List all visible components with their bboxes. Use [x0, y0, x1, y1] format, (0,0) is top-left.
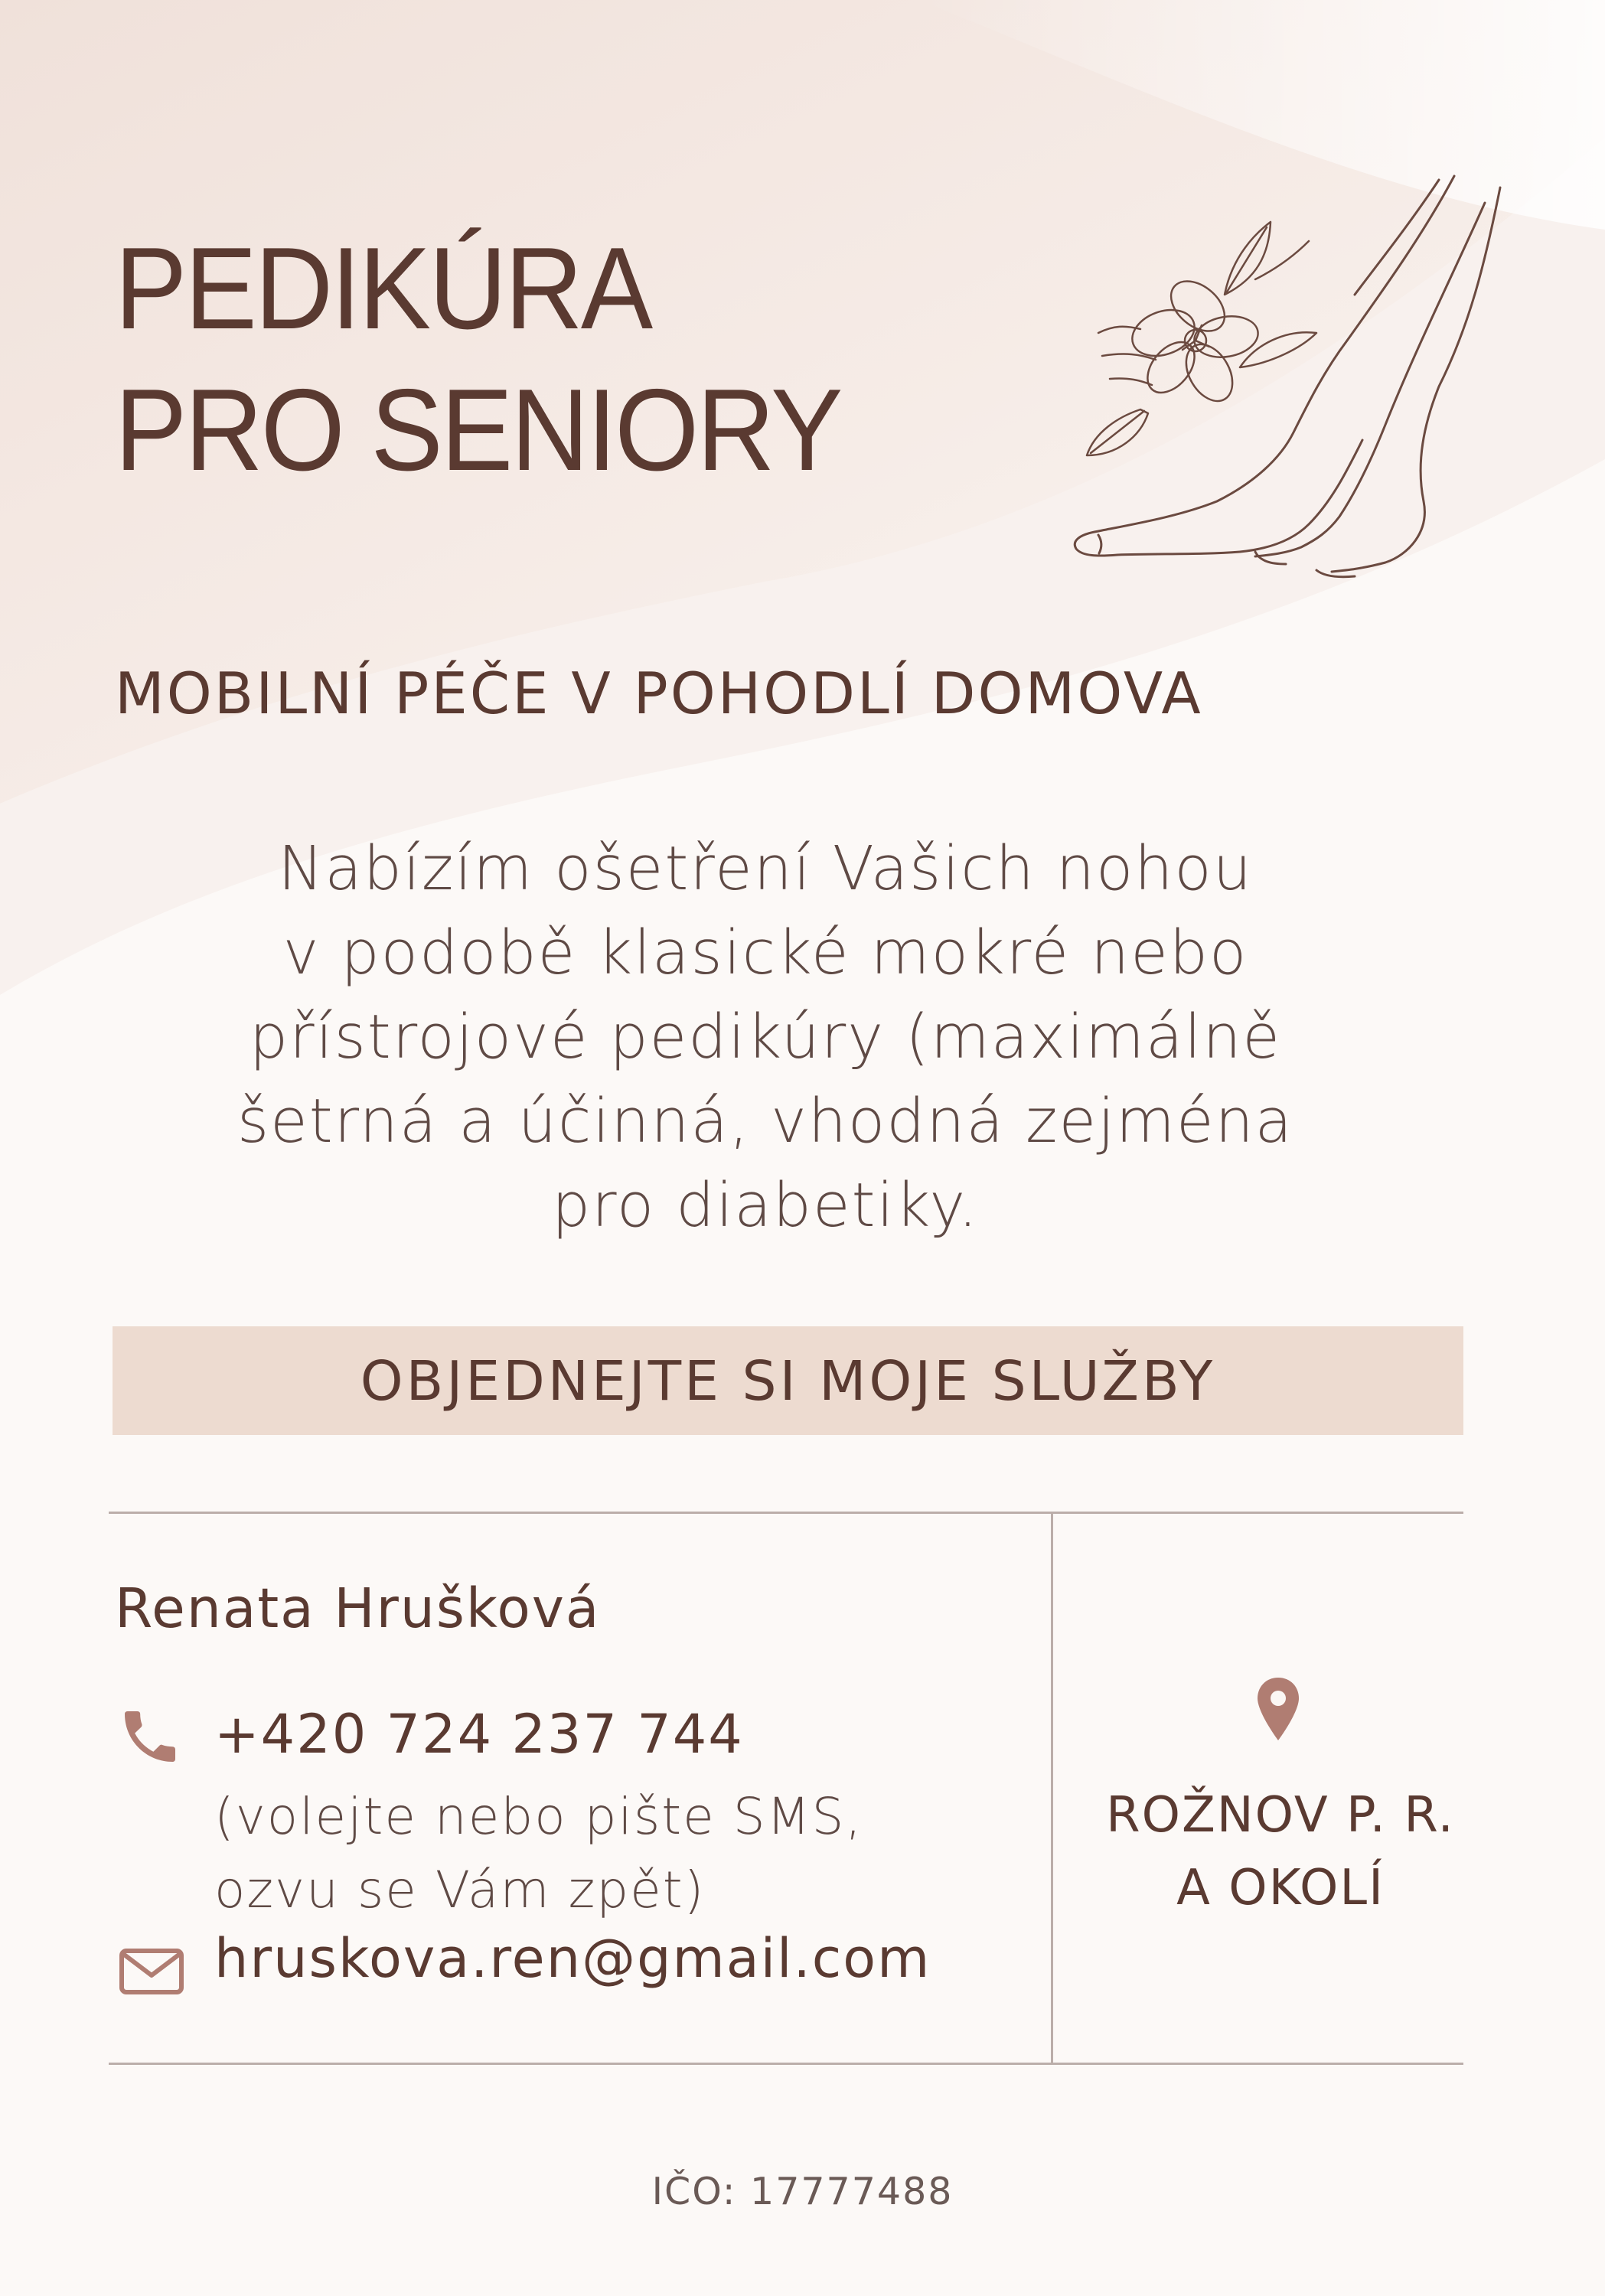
description-line: šetrná a účinná, vhodná zejména — [237, 1086, 1294, 1156]
phone-note — [214, 1780, 863, 1927]
service-description — [153, 827, 1378, 1247]
page-title — [115, 218, 841, 501]
phone-number: +420 724 237 744 — [214, 1703, 744, 1766]
title-line-2: PRO SENIORY — [115, 365, 841, 495]
feet-with-flowers-illustration — [1026, 172, 1515, 601]
cta-label: OBJEDNEJTE SI MOJE SLUŽBY — [360, 1349, 1216, 1413]
title-line-1: PEDIKÚRA — [115, 223, 651, 354]
description-line: v podobě klasické mokré nebo — [282, 918, 1248, 988]
contact-name: Renata Hrušková — [115, 1577, 601, 1640]
subtitle: MOBILNÍ PÉČE V POHODLÍ DOMOVA — [115, 660, 1203, 727]
phone-icon — [116, 1703, 184, 1770]
description-line: pro diabetiky. — [551, 1170, 980, 1241]
company-id: IČO: 17777488 — [651, 2170, 954, 2213]
service-location — [1055, 1779, 1506, 1925]
mail-icon — [119, 1948, 184, 1995]
location-line: A OKOLÍ — [1176, 1860, 1385, 1916]
cta-banner — [113, 1326, 1463, 1435]
divider-top — [109, 1512, 1463, 1514]
location-line: ROŽNOV P. R. — [1106, 1787, 1455, 1844]
divider-vertical — [1051, 1512, 1053, 2065]
divider-bottom — [109, 2063, 1463, 2065]
description-line: přístrojové pedikúry (maximálně — [250, 1002, 1281, 1072]
phone-note-line: (volejte nebo pište SMS, — [214, 1787, 863, 1846]
description-line: Nabízím ošetření Vašich nohou — [278, 833, 1253, 904]
email-address: hruskova.ren@gmail.com — [214, 1927, 931, 1990]
map-pin-icon — [1255, 1676, 1301, 1742]
phone-note-line: ozvu se Vám zpět) — [214, 1861, 706, 1919]
